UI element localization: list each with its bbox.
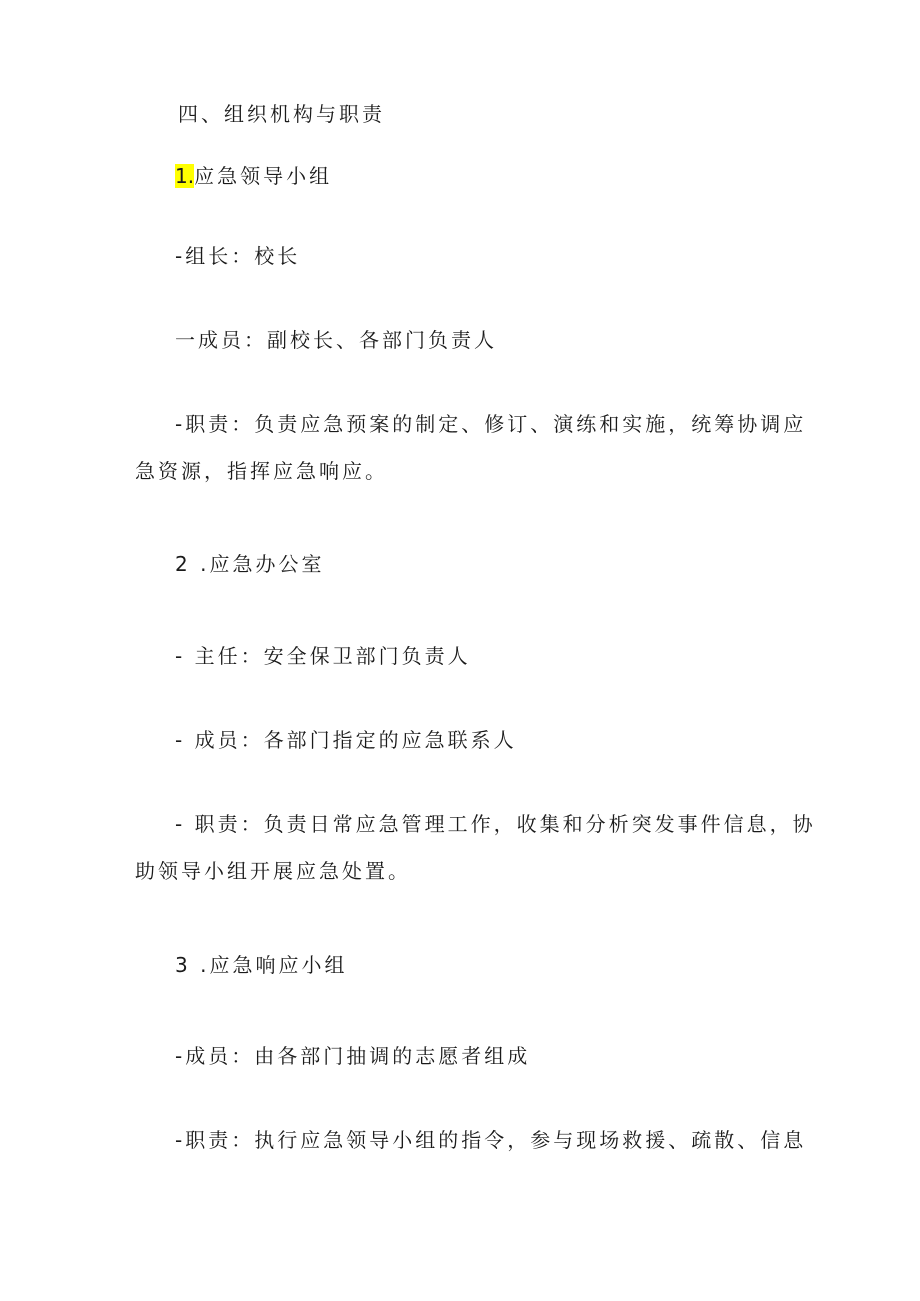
group1-leader: -组长：校长 [175, 244, 301, 268]
group1-duty-line2: 急资源，指挥应急响应。 [135, 459, 388, 483]
group3-heading: 3 .应急响应小组 [175, 953, 348, 977]
group3-members: -成员：由各部门抽调的志愿者组成 [175, 1044, 531, 1068]
group1-title: 应急领导小组 [194, 164, 333, 188]
group2-director: - 主任：安全保卫部门负责人 [175, 644, 471, 668]
group1-heading [175, 162, 332, 190]
group1-number: 1. [175, 164, 195, 188]
group1-duty-line1: -职责：负责应急预案的制定、修订、演练和实施，统筹协调应 [175, 412, 807, 436]
group2-duty-line2: 助领导小组开展应急处置。 [135, 859, 411, 883]
group2-heading: 2 .应急办公室 [175, 552, 325, 576]
group1-members: 一成员：副校长、各部门负责人 [175, 328, 497, 352]
group2-members: - 成员：各部门指定的应急联系人 [175, 728, 517, 752]
group3-duty-line1: -职责：执行应急领导小组的指令，参与现场救援、疏散、信息 [175, 1128, 807, 1152]
group2-duty-line1: - 职责：负责日常应急管理工作，收集和分析突发事件信息，协 [175, 812, 816, 836]
section-heading: 四、组织机构与职责 [178, 102, 385, 126]
